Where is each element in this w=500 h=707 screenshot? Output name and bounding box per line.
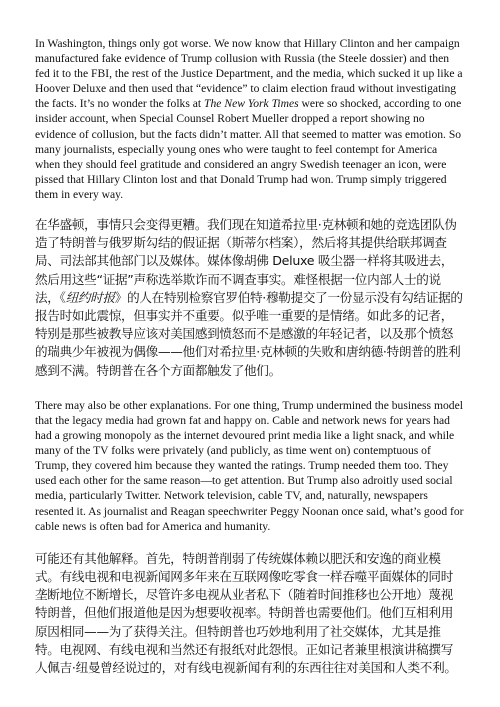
paragraph-zh-1-part2: 》的人在特别检察官罗伯特·穆勒提交了一份显示没有勾结证据的报告时如此震惊，但事实并不重要。似乎唯一重要的是情绪。如此多的记者，特别是那些被教导应该对美国感到愤怒而不是感激的年轻记者，以及那个愤怒的瑞典少年被视为偶像——他们对希拉里·克林顿的失败和唐纳德·特朗普的胜利感到不满。特朗普在各个方面都触发了他们。 xyxy=(35,289,463,378)
paragraph-en-1-part2: were so shocked, according to one insider account, when Special Counsel Robert Mueller dropped a report showing no evidence of collusion, but the facts didn’t matter. All that seemed to matter was emotion. So many journalists, especially young ones who were taught to feel contempt for America when they should feel gratitude and considered an angry Swedish teenager an icon, were pissed that Hillary Clinton lost and that Donald Trump had won. Trump simply triggered them in every way. xyxy=(35,97,462,201)
paragraph-zh-2: 可能还有其他解释。首先，特朗普削弱了传统媒体赖以肥沃和安逸的商业模式。有线电视和电视新闻网多年来在互联网像吃零食一样吞噬平面媒体的同时垄断地位不断增长，尽管许多电视从业者私下（随着时间推移也公开地）蔑视特朗普，但他们报道他是因为想要收视率。特朗普也需要他们。他们互相利用原因相同——为了获得关注。但特朗普也巧妙地利用了社交媒体，尤其是推特。电视网、有线电视和当然还有报纸对此怨恨。正如记者兼里根演讲稿撰写人佩吉·纽曼曾经说过的，对有线电视新闻有利的东西往往对美国和人类不利。 xyxy=(35,550,457,675)
newspaper-title-italic: The New York Times xyxy=(204,97,299,111)
paragraph-en-1-part1: In Washington, things only got worse. We now know that Hillary Clinton and her campaign manufactured fake evidence of Trump collusion with Russia (the Steele dossier) and then fed it to the FBI, the rest of the Justice Department, and the media, which sucked it up like a Hoover Deluxe and then used that “evidence” to claim election fraud without investigating the facts. It’s no wonder the folks at xyxy=(35,37,463,111)
paragraph-en-1 xyxy=(35,36,465,202)
newspaper-title-italic-zh: 纽约时报 xyxy=(65,289,115,305)
paragraph-zh-1-part1: 在华盛顿，事情只会变得更糟。我们现在知道希拉里·克林顿和她的竞选团队伪造了特朗普与俄罗斯勾结的假证据（斯蒂尔档案），然后将其提供给联邦调查局、司法部其他部门以及媒体。媒体像胡佛 Deluxe 吸尘器一样将其吸进去，然后用这些“证据”声称选举欺诈而不调查事实。难怪根据一位内部人士的说法，《 xyxy=(35,217,457,305)
paragraph-en-2: There may also be other explanations. For one thing, Trump undermined the business model that the legacy media had grown fat and happy on. Cable and network news for years had had a growing monopoly as the internet devoured print media like a light snack, and while many of the TV folks were privately (and publicly, as time went on) contemptuous of Trump, they covered him because they wanted the ratings. Trump needed them too. They used each other for the same reason—to get attention. But Trump also adroitly used social media, particularly Twitter. Network television, cable TV, and, naturally, newspapers resented it. As journalist and Reagan speechwriter Peggy Noonan once said, what’s good for cable news is often bad for America and humanity. xyxy=(35,398,464,533)
document-page xyxy=(35,36,465,691)
paragraph-zh-1 xyxy=(35,216,465,380)
